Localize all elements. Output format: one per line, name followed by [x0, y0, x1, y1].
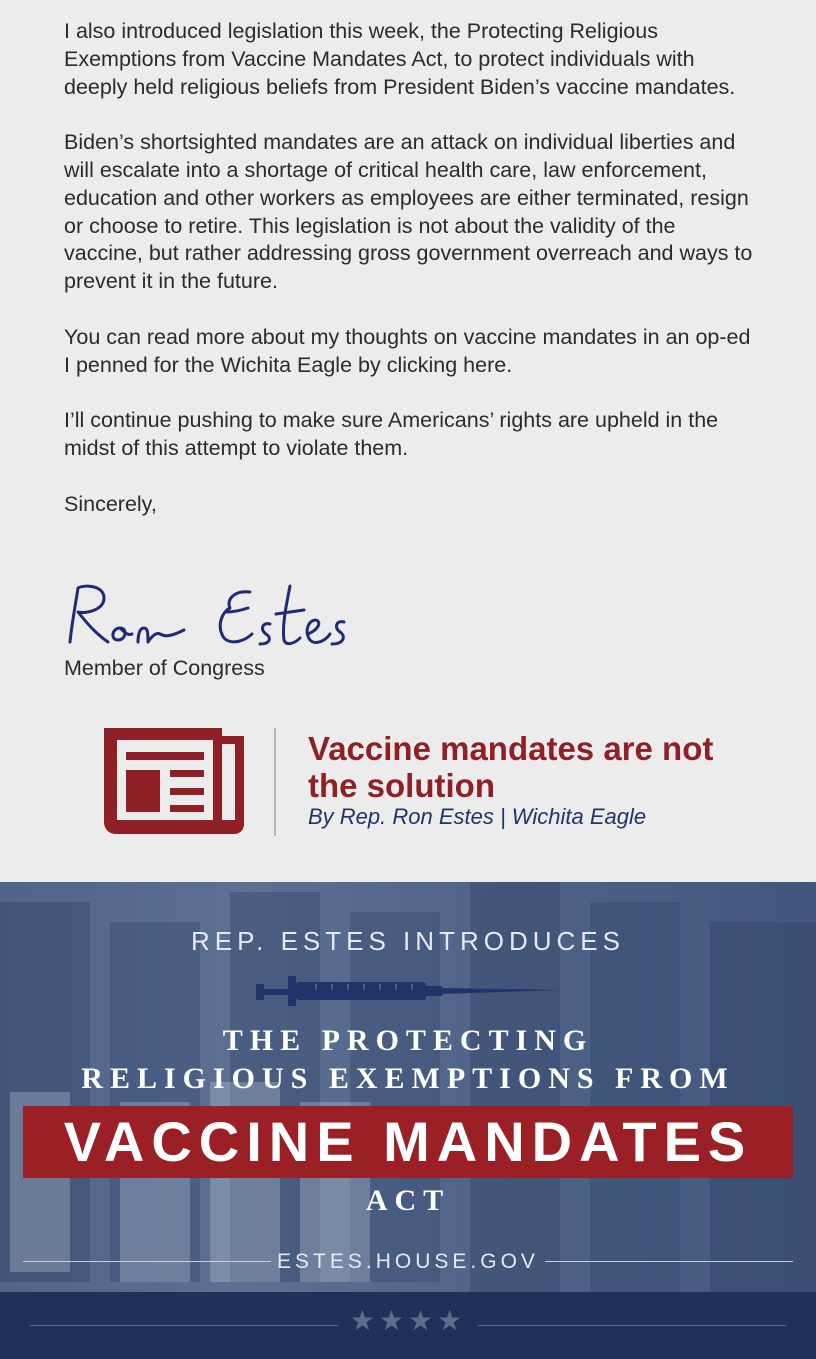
newspaper-icon — [104, 728, 244, 834]
paragraph: I also introduced legislation this week, the Protecting Religious Exemptions from Vaccine Mandates Act, to protect individuals with deeply held religious beliefs from President Biden’s vaccine mandates. — [64, 19, 736, 99]
banner-title-line3: ACT — [365, 1184, 451, 1217]
divider — [478, 1325, 786, 1326]
divider — [30, 1325, 338, 1326]
paragraph: Biden’s shortsighted mandates are an attack on individual liberties and will escalate into a shortage of critical health care, law enforcement, education and other workers as employees are either terminated, resign or choose to retire. This legislation is not about the validity of the vaccine, but rather addressing gross government overreach and ways to prevent it in the future. — [64, 130, 753, 294]
letter-body — [64, 18, 754, 546]
banner-intro: REP. ESTES INTRODUCES — [191, 926, 625, 956]
stars-icon: ★★★★ — [349, 1305, 467, 1336]
signature — [64, 578, 354, 654]
syringe-icon — [256, 968, 562, 1012]
footer — [0, 1292, 816, 1359]
banner-title-highlight: VACCINE MANDATES — [63, 1110, 753, 1173]
signer-title: Member of Congress — [64, 656, 265, 680]
article-link[interactable] — [104, 728, 744, 838]
banner-title-line1: THE PROTECTING — [222, 1024, 594, 1057]
article-headline[interactable]: Vaccine mandates are not the solution — [308, 730, 714, 804]
article-byline: By Rep. Ron Estes | Wichita Eagle — [308, 804, 647, 829]
banner-title-line2: RELIGIOUS EXEMPTIONS FROM — [81, 1062, 735, 1095]
closing: Sincerely, — [64, 491, 157, 516]
paragraph: You can read more about my thoughts on vaccine mandates in an op-ed I penned for the Wichita Eagle by clicking here. — [64, 324, 751, 377]
website-link[interactable]: ESTES.HOUSE.GOV — [277, 1250, 539, 1273]
legislation-banner — [0, 882, 816, 1292]
paragraph: I’ll continue pushing to make sure Americans’ rights are upheld in the midst of this attempt to violate them. — [64, 408, 719, 460]
divider — [274, 728, 276, 836]
